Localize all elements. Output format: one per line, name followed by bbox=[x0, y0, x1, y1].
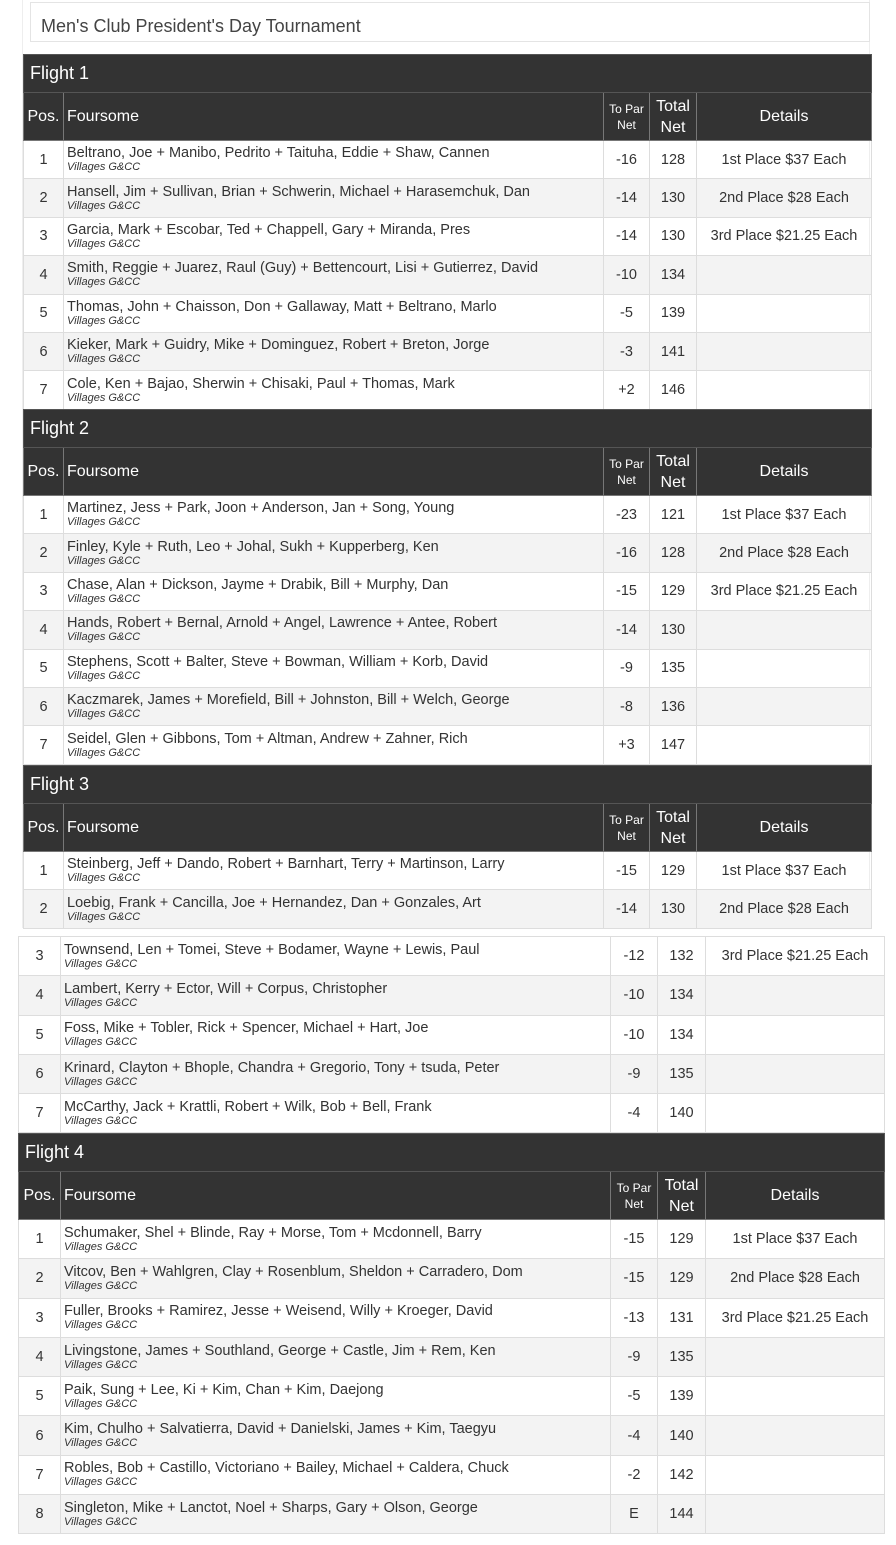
table-row bbox=[19, 1094, 885, 1133]
to-par-net: E bbox=[611, 1495, 658, 1534]
col-to-par-sub: Net bbox=[617, 117, 636, 132]
prize-details bbox=[706, 1054, 885, 1093]
club-name: Villages G&CC bbox=[67, 276, 141, 289]
total-net: 121 bbox=[650, 496, 697, 534]
foursome-cell bbox=[64, 179, 604, 217]
prize-details: 1st Place $37 Each bbox=[697, 141, 872, 179]
club-name: Villages G&CC bbox=[64, 1075, 138, 1088]
table-row bbox=[19, 1455, 885, 1494]
player-names: Vitcov, Ben + Wahlgren, Clay + Rosenblum, Sheldon + Carradero, Dom bbox=[64, 1263, 523, 1280]
prize-details: 3rd Place $21.25 Each bbox=[697, 217, 872, 255]
col-to-par-sub: Net bbox=[624, 1196, 644, 1211]
to-par-net: -2 bbox=[611, 1455, 658, 1494]
to-par-net: -14 bbox=[604, 890, 650, 928]
total-net: 129 bbox=[658, 1220, 706, 1259]
club-name: Villages G&CC bbox=[67, 199, 141, 212]
column-header-row bbox=[24, 93, 872, 141]
player-names: Garcia, Mark + Escobar, Ted + Chappell, Gary + Miranda, Pres bbox=[67, 221, 471, 238]
table-row bbox=[24, 687, 872, 725]
table-row bbox=[24, 726, 872, 764]
total-net: 136 bbox=[650, 687, 697, 725]
position: 1 bbox=[24, 141, 64, 179]
table-row bbox=[24, 256, 872, 294]
player-names: Hands, Robert + Bernal, Arnold + Angel, Lawrence + Antee, Robert bbox=[67, 615, 498, 632]
col-total-sub: Net bbox=[660, 473, 686, 491]
player-names: McCarthy, Jack + Krattli, Robert + Wilk, Bob + Bell, Frank bbox=[64, 1098, 432, 1115]
club-name: Villages G&CC bbox=[67, 314, 141, 327]
col-total bbox=[650, 448, 697, 496]
foursome-cell bbox=[64, 294, 604, 332]
player-names: Kieker, Mark + Guidry, Mike + Dominguez, Robert + Breton, Jorge bbox=[67, 337, 490, 354]
position: 5 bbox=[19, 1377, 61, 1416]
table-row bbox=[24, 534, 872, 572]
prize-details bbox=[706, 1495, 885, 1534]
total-net: 140 bbox=[658, 1416, 706, 1455]
foursome-cell bbox=[61, 937, 611, 976]
foursome-cell bbox=[61, 1377, 611, 1416]
col-to-par bbox=[604, 804, 650, 852]
total-net: 139 bbox=[650, 294, 697, 332]
total-net: 130 bbox=[650, 611, 697, 649]
col-details: Details bbox=[697, 804, 872, 852]
col-total-label: Total bbox=[656, 808, 690, 826]
table-row bbox=[24, 179, 872, 217]
column-header-row bbox=[24, 804, 872, 852]
foursome-cell bbox=[61, 1455, 611, 1494]
total-net: 129 bbox=[658, 1259, 706, 1298]
club-name: Villages G&CC bbox=[64, 1319, 138, 1332]
table-row bbox=[24, 852, 872, 890]
prize-details bbox=[697, 726, 872, 764]
total-net: 140 bbox=[658, 1094, 706, 1133]
table-row bbox=[24, 294, 872, 332]
player-names: Finley, Kyle + Ruth, Leo + Johal, Sukh + Kupperberg, Ken bbox=[67, 538, 439, 555]
prize-details bbox=[706, 1377, 885, 1416]
table-row bbox=[19, 1377, 885, 1416]
position: 1 bbox=[24, 496, 64, 534]
flight-header: Flight 2 bbox=[24, 410, 872, 448]
prize-details: 1st Place $37 Each bbox=[706, 1220, 885, 1259]
to-par-net: -15 bbox=[611, 1220, 658, 1259]
club-name: Villages G&CC bbox=[67, 554, 141, 567]
foursome-cell bbox=[61, 1337, 611, 1376]
total-net: 129 bbox=[650, 852, 697, 890]
club-name: Villages G&CC bbox=[64, 957, 138, 970]
col-total bbox=[650, 804, 697, 852]
position: 6 bbox=[24, 332, 64, 370]
table-row bbox=[19, 1259, 885, 1298]
col-to-par-label: To Par bbox=[609, 812, 644, 827]
player-names: Livingstone, James + Southland, George + Castle, Jim + Rem, Ken bbox=[64, 1342, 496, 1359]
player-names: Robles, Bob + Castillo, Victoriano + Bailey, Michael + Caldera, Chuck bbox=[64, 1460, 509, 1477]
foursome-cell bbox=[61, 1015, 611, 1054]
position: 2 bbox=[24, 179, 64, 217]
club-name: Villages G&CC bbox=[64, 1476, 138, 1489]
col-total bbox=[658, 1172, 706, 1220]
player-names: Singleton, Mike + Lanctot, Noel + Sharps, Gary + Olson, George bbox=[64, 1499, 478, 1516]
col-foursome: Foursome bbox=[61, 1172, 611, 1220]
position: 2 bbox=[24, 534, 64, 572]
position: 2 bbox=[24, 890, 64, 928]
results-panel-bottom bbox=[18, 936, 884, 1536]
prize-details: 1st Place $37 Each bbox=[697, 496, 872, 534]
prize-details bbox=[697, 611, 872, 649]
foursome-cell bbox=[64, 572, 604, 610]
player-names: Kim, Chulho + Salvatierra, David + Danielski, James + Kim, Taegyu bbox=[64, 1421, 497, 1438]
position: 5 bbox=[19, 1015, 61, 1054]
club-name: Villages G&CC bbox=[64, 1397, 138, 1410]
col-foursome: Foursome bbox=[64, 448, 604, 496]
table-row bbox=[24, 332, 872, 370]
position: 3 bbox=[19, 1298, 61, 1337]
flight-header: Flight 3 bbox=[24, 766, 872, 804]
to-par-net: -12 bbox=[611, 937, 658, 976]
foursome-cell bbox=[61, 1259, 611, 1298]
total-net: 130 bbox=[650, 890, 697, 928]
col-total-sub: Net bbox=[660, 829, 686, 847]
club-name: Villages G&CC bbox=[67, 910, 141, 923]
position: 7 bbox=[24, 726, 64, 764]
total-net: 128 bbox=[650, 534, 697, 572]
foursome-cell bbox=[64, 534, 604, 572]
club-name: Villages G&CC bbox=[67, 391, 141, 404]
foursome-cell bbox=[64, 890, 604, 928]
table-row bbox=[24, 649, 872, 687]
player-names: Steinberg, Jeff + Dando, Robert + Barnhart, Terry + Martinson, Larry bbox=[67, 856, 505, 873]
total-net: 146 bbox=[650, 371, 697, 409]
player-names: Schumaker, Shel + Blinde, Ray + Morse, Tom + Mcdonnell, Barry bbox=[64, 1224, 482, 1241]
table-row bbox=[24, 572, 872, 610]
player-names: Cole, Ken + Bajao, Sherwin + Chisaki, Paul + Thomas, Mark bbox=[67, 375, 455, 392]
position: 7 bbox=[19, 1094, 61, 1133]
to-par-net: -14 bbox=[604, 611, 650, 649]
to-par-net: -3 bbox=[604, 332, 650, 370]
flight-table bbox=[18, 1133, 884, 1534]
foursome-cell bbox=[61, 1298, 611, 1337]
col-to-par-sub: Net bbox=[617, 472, 636, 487]
foursome-cell bbox=[64, 332, 604, 370]
col-to-par bbox=[604, 93, 650, 141]
total-net: 142 bbox=[658, 1455, 706, 1494]
column-header-row bbox=[24, 448, 872, 496]
col-total-sub: Net bbox=[669, 1197, 694, 1215]
flight-table bbox=[23, 765, 869, 929]
col-details: Details bbox=[706, 1172, 885, 1220]
to-par-net: +3 bbox=[604, 726, 650, 764]
prize-details: 2nd Place $28 Each bbox=[697, 890, 872, 928]
col-total-label: Total bbox=[664, 1176, 699, 1194]
col-foursome: Foursome bbox=[64, 93, 604, 141]
prize-details bbox=[697, 294, 872, 332]
to-par-net: -5 bbox=[604, 294, 650, 332]
table-row bbox=[19, 1337, 885, 1376]
col-total-label: Total bbox=[656, 97, 690, 115]
position: 3 bbox=[24, 572, 64, 610]
player-names: Lambert, Kerry + Ector, Will + Corpus, Christopher bbox=[64, 980, 388, 997]
prize-details: 2nd Place $28 Each bbox=[697, 179, 872, 217]
prize-details bbox=[697, 649, 872, 687]
prize-details bbox=[706, 1337, 885, 1376]
foursome-cell bbox=[64, 726, 604, 764]
club-name: Villages G&CC bbox=[64, 1358, 138, 1371]
position: 2 bbox=[19, 1259, 61, 1298]
club-name: Villages G&CC bbox=[67, 237, 141, 250]
flight-header: Flight 1 bbox=[24, 55, 872, 93]
col-pos: Pos. bbox=[19, 1172, 61, 1220]
table-row bbox=[24, 611, 872, 649]
to-par-net: -15 bbox=[611, 1259, 658, 1298]
total-net: 134 bbox=[650, 256, 697, 294]
prize-details bbox=[697, 332, 872, 370]
prize-details bbox=[706, 1416, 885, 1455]
player-names: Townsend, Len + Tomei, Steve + Bodamer, Wayne + Lewis, Paul bbox=[64, 941, 480, 958]
club-name: Villages G&CC bbox=[67, 631, 141, 644]
player-names: Smith, Reggie + Juarez, Raul (Guy) + Bettencourt, Lisi + Gutierrez, David bbox=[67, 260, 539, 277]
foursome-cell bbox=[64, 217, 604, 255]
player-names: Thomas, John + Chaisson, Don + Gallaway, Matt + Beltrano, Marlo bbox=[67, 298, 497, 315]
prize-details bbox=[706, 1455, 885, 1494]
to-par-net: -10 bbox=[611, 1015, 658, 1054]
table-row bbox=[19, 937, 885, 976]
position: 4 bbox=[19, 1337, 61, 1376]
flight-table bbox=[23, 409, 869, 765]
prize-details: 3rd Place $21.25 Each bbox=[697, 572, 872, 610]
total-net: 134 bbox=[658, 976, 706, 1015]
col-to-par bbox=[604, 448, 650, 496]
results-panel-top bbox=[22, 0, 870, 928]
player-names: Hansell, Jim + Sullivan, Brian + Schwerin, Michael + Harasemchuk, Dan bbox=[67, 183, 530, 200]
to-par-net: +2 bbox=[604, 371, 650, 409]
foursome-cell bbox=[64, 852, 604, 890]
flight-table bbox=[23, 54, 869, 410]
total-net: 135 bbox=[658, 1337, 706, 1376]
table-row bbox=[19, 1054, 885, 1093]
club-name: Villages G&CC bbox=[64, 1240, 138, 1253]
position: 7 bbox=[24, 371, 64, 409]
to-par-net: -15 bbox=[604, 852, 650, 890]
club-name: Villages G&CC bbox=[64, 1437, 138, 1450]
col-pos: Pos. bbox=[24, 448, 64, 496]
to-par-net: -10 bbox=[611, 976, 658, 1015]
col-details: Details bbox=[697, 93, 872, 141]
flight-table-continued bbox=[18, 936, 884, 1133]
club-name: Villages G&CC bbox=[67, 746, 141, 759]
foursome-cell bbox=[64, 256, 604, 294]
prize-details: 3rd Place $21.25 Each bbox=[706, 1298, 885, 1337]
total-net: 130 bbox=[650, 217, 697, 255]
position: 4 bbox=[24, 256, 64, 294]
prize-details: 3rd Place $21.25 Each bbox=[706, 937, 885, 976]
total-net: 130 bbox=[650, 179, 697, 217]
to-par-net: -4 bbox=[611, 1094, 658, 1133]
to-par-net: -4 bbox=[611, 1416, 658, 1455]
position: 5 bbox=[24, 294, 64, 332]
foursome-cell bbox=[64, 496, 604, 534]
table-row bbox=[19, 1015, 885, 1054]
total-net: 147 bbox=[650, 726, 697, 764]
col-to-par-sub: Net bbox=[617, 828, 636, 843]
to-par-net: -23 bbox=[604, 496, 650, 534]
position: 6 bbox=[19, 1054, 61, 1093]
position: 6 bbox=[24, 687, 64, 725]
prize-details bbox=[697, 687, 872, 725]
player-names: Fuller, Brooks + Ramirez, Jesse + Weisend, Willy + Kroeger, David bbox=[64, 1303, 493, 1320]
to-par-net: -8 bbox=[604, 687, 650, 725]
foursome-cell bbox=[61, 976, 611, 1015]
col-to-par-label: To Par bbox=[609, 101, 644, 116]
col-to-par-label: To Par bbox=[609, 456, 644, 471]
total-net: 144 bbox=[658, 1495, 706, 1534]
foursome-cell bbox=[64, 687, 604, 725]
club-name: Villages G&CC bbox=[64, 1036, 138, 1049]
prize-details: 2nd Place $28 Each bbox=[697, 534, 872, 572]
to-par-net: -16 bbox=[604, 534, 650, 572]
total-net: 134 bbox=[658, 1015, 706, 1054]
col-total-label: Total bbox=[656, 452, 690, 470]
position: 1 bbox=[19, 1220, 61, 1259]
player-names: Loebig, Frank + Cancilla, Joe + Hernandez, Dan + Gonzales, Art bbox=[67, 894, 481, 911]
to-par-net: -16 bbox=[604, 141, 650, 179]
table-row bbox=[24, 371, 872, 409]
col-total bbox=[650, 93, 697, 141]
table-row bbox=[19, 976, 885, 1015]
player-names: Chase, Alan + Dickson, Jayme + Drabik, Bill + Murphy, Dan bbox=[67, 576, 449, 593]
club-name: Villages G&CC bbox=[67, 708, 141, 721]
prize-details bbox=[706, 976, 885, 1015]
club-name: Villages G&CC bbox=[67, 669, 141, 682]
total-net: 131 bbox=[658, 1298, 706, 1337]
to-par-net: -15 bbox=[604, 572, 650, 610]
club-name: Villages G&CC bbox=[64, 1515, 138, 1528]
position: 6 bbox=[19, 1416, 61, 1455]
to-par-net: -9 bbox=[611, 1054, 658, 1093]
total-net: 139 bbox=[658, 1377, 706, 1416]
col-details: Details bbox=[697, 448, 872, 496]
player-names: Foss, Mike + Tobler, Rick + Spencer, Michael + Hart, Joe bbox=[64, 1020, 429, 1037]
club-name: Villages G&CC bbox=[64, 1279, 138, 1292]
position: 3 bbox=[19, 937, 61, 976]
foursome-cell bbox=[64, 611, 604, 649]
club-name: Villages G&CC bbox=[67, 161, 141, 174]
prize-details bbox=[706, 1094, 885, 1133]
table-row bbox=[19, 1220, 885, 1259]
foursome-cell bbox=[61, 1495, 611, 1534]
to-par-net: -9 bbox=[604, 649, 650, 687]
to-par-net: -14 bbox=[604, 217, 650, 255]
club-name: Villages G&CC bbox=[67, 516, 141, 529]
total-net: 135 bbox=[658, 1054, 706, 1093]
foursome-cell bbox=[61, 1416, 611, 1455]
foursome-cell bbox=[64, 649, 604, 687]
col-total-sub: Net bbox=[660, 118, 686, 136]
table-row bbox=[24, 141, 872, 179]
to-par-net: -14 bbox=[604, 179, 650, 217]
foursome-cell bbox=[64, 141, 604, 179]
prize-details: 2nd Place $28 Each bbox=[706, 1259, 885, 1298]
total-net: 135 bbox=[650, 649, 697, 687]
prize-details bbox=[697, 256, 872, 294]
table-row bbox=[24, 890, 872, 928]
to-par-net: -10 bbox=[604, 256, 650, 294]
tournament-title: Men's Club President's Day Tournament bbox=[30, 2, 870, 42]
prize-details bbox=[697, 371, 872, 409]
position: 3 bbox=[24, 217, 64, 255]
foursome-cell bbox=[61, 1094, 611, 1133]
club-name: Villages G&CC bbox=[64, 996, 138, 1009]
table-row bbox=[24, 496, 872, 534]
club-name: Villages G&CC bbox=[64, 1114, 138, 1127]
total-net: 128 bbox=[650, 141, 697, 179]
player-names: Krinard, Clayton + Bhople, Chandra + Gregorio, Tony + tsuda, Peter bbox=[64, 1059, 500, 1076]
total-net: 132 bbox=[658, 937, 706, 976]
col-to-par bbox=[611, 1172, 658, 1220]
player-names: Kaczmarek, James + Morefield, Bill + Johnston, Bill + Welch, George bbox=[67, 692, 510, 709]
foursome-cell bbox=[61, 1054, 611, 1093]
player-names: Seidel, Glen + Gibbons, Tom + Altman, Andrew + Zahner, Rich bbox=[67, 730, 468, 747]
col-pos: Pos. bbox=[24, 804, 64, 852]
to-par-net: -5 bbox=[611, 1377, 658, 1416]
col-pos: Pos. bbox=[24, 93, 64, 141]
position: 5 bbox=[24, 649, 64, 687]
player-names: Stephens, Scott + Balter, Steve + Bowman, William + Korb, David bbox=[67, 653, 489, 670]
table-row bbox=[19, 1416, 885, 1455]
total-net: 141 bbox=[650, 332, 697, 370]
player-names: Martinez, Jess + Park, Joon + Anderson, Jan + Song, Young bbox=[67, 500, 455, 517]
col-foursome: Foursome bbox=[64, 804, 604, 852]
foursome-cell bbox=[64, 371, 604, 409]
table-row bbox=[19, 1495, 885, 1534]
foursome-cell bbox=[61, 1220, 611, 1259]
position: 1 bbox=[24, 852, 64, 890]
position: 4 bbox=[19, 976, 61, 1015]
prize-details: 1st Place $37 Each bbox=[697, 852, 872, 890]
table-row bbox=[19, 1298, 885, 1337]
col-to-par-label: To Par bbox=[616, 1180, 652, 1195]
total-net: 129 bbox=[650, 572, 697, 610]
player-names: Paik, Sung + Lee, Ki + Kim, Chan + Kim, Daejong bbox=[64, 1381, 384, 1398]
to-par-net: -9 bbox=[611, 1337, 658, 1376]
prize-details bbox=[706, 1015, 885, 1054]
club-name: Villages G&CC bbox=[67, 592, 141, 605]
to-par-net: -13 bbox=[611, 1298, 658, 1337]
flight-header: Flight 4 bbox=[19, 1134, 885, 1172]
position: 8 bbox=[19, 1495, 61, 1534]
player-names: Beltrano, Joe + Manibo, Pedrito + Taituha, Eddie + Shaw, Cannen bbox=[67, 145, 490, 162]
column-header-row bbox=[19, 1172, 885, 1220]
position: 4 bbox=[24, 611, 64, 649]
club-name: Villages G&CC bbox=[67, 872, 141, 885]
club-name: Villages G&CC bbox=[67, 353, 141, 366]
position: 7 bbox=[19, 1455, 61, 1494]
table-row bbox=[24, 217, 872, 255]
